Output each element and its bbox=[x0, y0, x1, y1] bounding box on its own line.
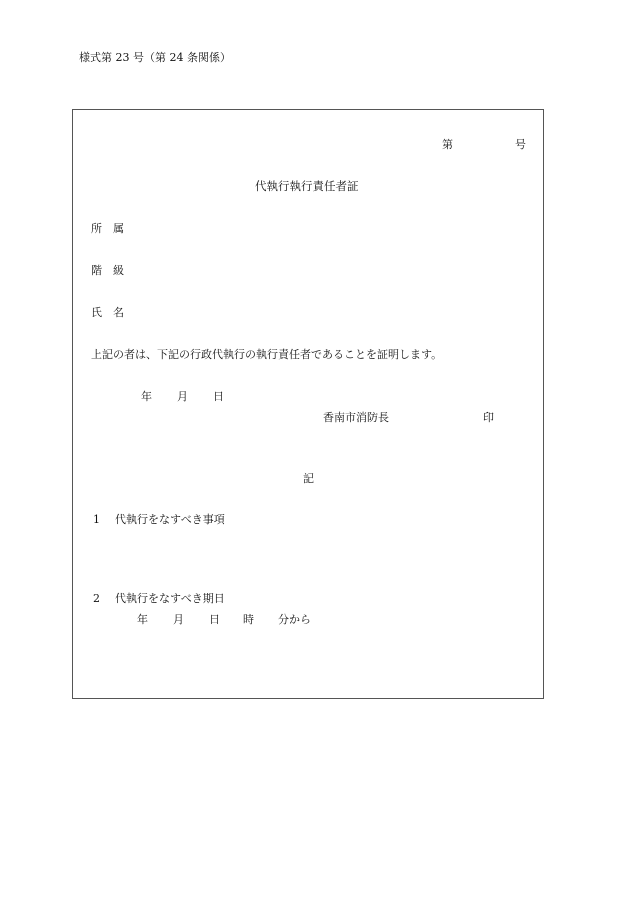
certificate-frame bbox=[72, 109, 544, 699]
date-year: 年 bbox=[141, 390, 152, 403]
item-1-label: 代執行をなすべき事項 bbox=[115, 513, 225, 526]
period-month: 月 bbox=[173, 613, 184, 626]
date-day: 日 bbox=[213, 390, 224, 403]
period-day: 日 bbox=[209, 613, 220, 626]
certificate-title: 代執行執行責任者証 bbox=[255, 179, 359, 193]
issuer-title: 香南市消防長 bbox=[323, 411, 389, 424]
item-2-number: 2 bbox=[93, 592, 100, 605]
seal-mark: 印 bbox=[483, 411, 494, 424]
item-2-label: 代執行をなすべき期日 bbox=[115, 592, 225, 605]
period-from: 分から bbox=[278, 613, 311, 626]
rank-label: 階 級 bbox=[91, 264, 124, 277]
notes-heading: 記 bbox=[303, 472, 314, 485]
item-1-number: 1 bbox=[93, 513, 100, 526]
certificate-number-suffix: 号 bbox=[515, 138, 526, 151]
form-number: 様式第 23 号（第 24 条関係） bbox=[79, 51, 231, 64]
affiliation-label: 所 属 bbox=[91, 222, 124, 235]
period-year: 年 bbox=[137, 613, 148, 626]
name-label: 氏 名 bbox=[91, 306, 124, 319]
certification-text: 上記の者は、下記の行政代執行の執行責任者であることを証明します。 bbox=[91, 348, 443, 361]
date-month: 月 bbox=[177, 390, 188, 403]
certificate-number-prefix: 第 bbox=[442, 138, 453, 151]
period-hour: 時 bbox=[243, 613, 254, 626]
